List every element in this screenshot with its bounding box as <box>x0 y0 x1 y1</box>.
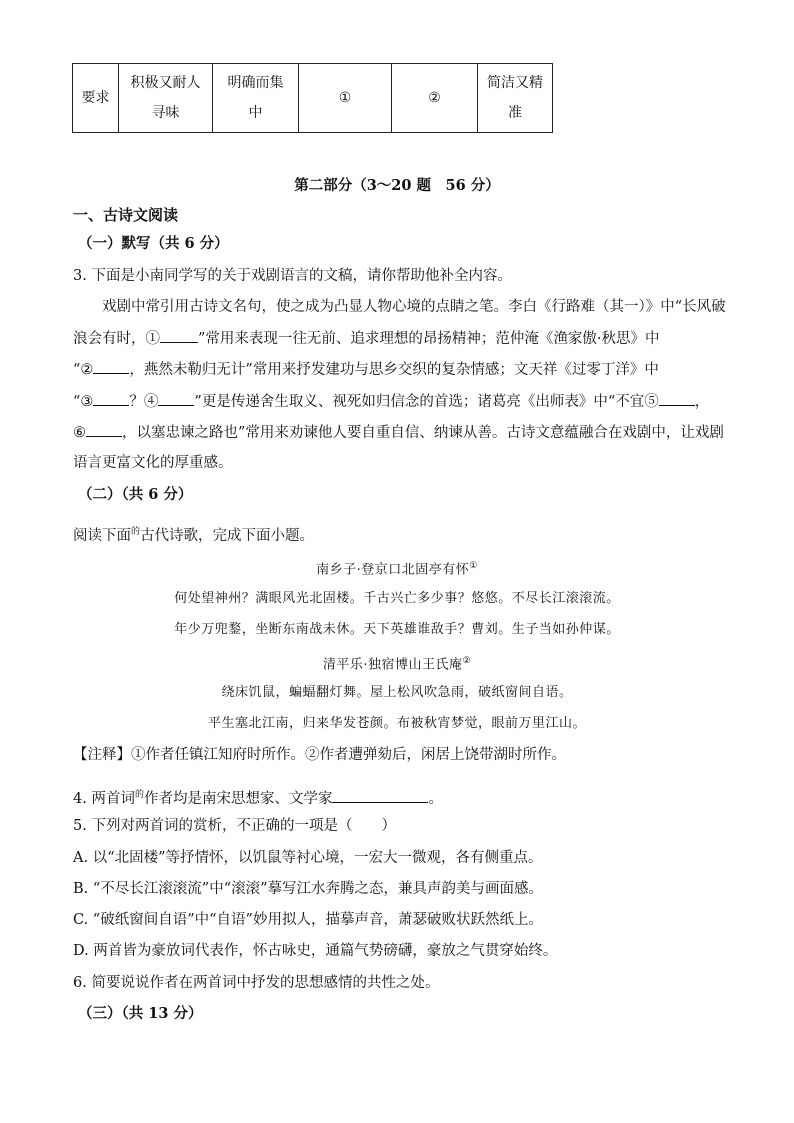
table-cell <box>392 64 478 133</box>
part-title: 第二部分（3～20 题 56 分） <box>294 177 500 194</box>
text-span: ， <box>694 394 710 410</box>
table-cell <box>213 64 299 133</box>
paragraph-line: 语言更富文化的厚重感。 <box>73 455 233 471</box>
text-span: 的 <box>134 790 144 800</box>
poem-title-text: 清平乐·独宿博山王氏庵 <box>322 657 463 673</box>
footnote-mark: ② <box>462 656 472 666</box>
requirements-table <box>72 63 553 133</box>
paragraph-line <box>73 359 659 380</box>
cell-text: ② <box>428 90 441 106</box>
poem-line: 年少万兜鍪，坐断东南战未休。天下英雄谁敌手？曹刘。生子当如孙仲谋。 <box>174 622 620 637</box>
table-cell <box>478 64 553 133</box>
text-span: ，以塞忠谏之路也”常用来劝谏他人要自重自信、纳谏从善。古诗文意蕴融合在戏剧中，让戏剧 <box>122 425 724 441</box>
subsection-heading: （三）（共 13 分） <box>78 1005 203 1022</box>
option-c[interactable]: C. “破纸窗间自语”中“自语”妙用拟人，描摹声音，萧瑟破败状跃然纸上。 <box>73 912 543 928</box>
fill-blank[interactable] <box>93 391 129 406</box>
fill-blank[interactable] <box>158 391 194 406</box>
paragraph-line <box>73 422 724 443</box>
text-span: 浪会有时，① <box>73 331 160 347</box>
text-span: ，燕然未勒归无计”常用来抒发建功与思乡交织的复杂情感；文天祥《过零丁洋》中 <box>129 362 659 378</box>
text-span: 古代诗歌，完成下面小题。 <box>140 527 315 544</box>
text-span: ？④ <box>129 394 159 410</box>
text-span: 的 <box>131 527 141 537</box>
reading-intro <box>73 522 314 546</box>
row-header-cell <box>73 64 119 133</box>
cell-text: 积极又耐人 <box>130 75 201 91</box>
table-row <box>73 64 553 133</box>
option-a[interactable]: A. 以“北固楼”等抒情怀，以饥鼠等衬心境，一宏大一微观，各有侧重点。 <box>73 850 543 866</box>
subsection-heading: （一）默写（共 6 分） <box>78 235 229 252</box>
text-span: 。 <box>428 790 443 807</box>
footnote-mark: ① <box>469 561 478 571</box>
question-4 <box>73 785 443 809</box>
cell-text: 中 <box>248 105 263 121</box>
text-span: “③ <box>73 394 94 410</box>
question-6: 6. 简要说说作者在两首词中抒发的思想感情的共性之处。 <box>73 975 440 991</box>
fill-blank[interactable] <box>160 328 198 343</box>
option-b[interactable]: B. “不尽长江滚滚流”中“滚滚”摹写江水奔腾之态，兼具声韵美与画面感。 <box>73 881 544 897</box>
text-span: ⑥ <box>73 425 86 441</box>
option-d[interactable]: D. 两首皆为豪放词代表作，怀古咏史，通篇气势磅礴，豪放之气贯穿始终。 <box>73 943 558 959</box>
section-heading: 一、古诗文阅读 <box>73 206 179 224</box>
paragraph-line: 戏剧中常引用古诗文名句，使之成为凸显人物心境的点睛之笔。李白《行路难（其一）》中“长风破 <box>102 299 726 315</box>
paragraph-line <box>73 328 660 349</box>
table-cell <box>299 64 392 133</box>
row-header-label: 要求 <box>81 90 110 106</box>
fill-blank[interactable] <box>86 422 122 437</box>
fill-blank[interactable] <box>659 391 695 406</box>
poem-line: 平生塞北江南，归来华发苍颜。布被秋宵梦觉，眼前万里江山。 <box>207 716 586 731</box>
fill-blank[interactable] <box>93 359 129 374</box>
poem-1-title <box>0 557 794 579</box>
text-span: “② <box>73 362 94 378</box>
text-span: 4. 两首词 <box>73 790 135 807</box>
cell-text: 简洁又精 <box>487 75 543 91</box>
cell-text: ① <box>338 90 352 106</box>
text-span: ”常用来表现一往无前、追求理想的昂扬精神；范仲淹《渔家傲·秋思》中 <box>198 331 660 347</box>
subsection-heading: （二）（共 6 分） <box>78 486 193 503</box>
question-3-title: 3. 下面是小南同学写的关于戏剧语言的文稿，请你帮助他补全内容。 <box>73 268 512 284</box>
fill-blank[interactable] <box>332 788 428 803</box>
text-span: 作者均是南宋思想家、文学家 <box>143 790 333 807</box>
text-span: ”更是传递舍生取义、视死如归信念的首选；诸葛亮《出师表》中“不宜⑤ <box>194 394 659 410</box>
poem-title-text: 南乡子·登京口北固亭有怀 <box>316 562 470 578</box>
cell-text: 寻味 <box>151 105 180 121</box>
cell-text: 准 <box>508 105 522 121</box>
text-span: 阅读下面 <box>73 527 131 544</box>
annotation-note: 【注释】①作者任镇江知府时所作。②作者遭弹劾后，闲居上饶带湖时所作。 <box>73 747 566 763</box>
question-5: 5. 下列对两首词的赏析，不正确的一项是（ ） <box>73 818 396 834</box>
poem-2-title <box>0 652 794 674</box>
table-cell <box>119 64 213 133</box>
paragraph-line <box>73 391 709 412</box>
poem-line: 何处望神州？满眼风光北固楼。千古兴亡多少事？悠悠。不尽长江滚滚流。 <box>174 591 620 606</box>
poem-line: 绕床饥鼠，蝙蝠翻灯舞。屋上松风吹急雨，破纸窗间自语。 <box>221 685 573 700</box>
cell-text: 明确而集 <box>227 75 284 91</box>
